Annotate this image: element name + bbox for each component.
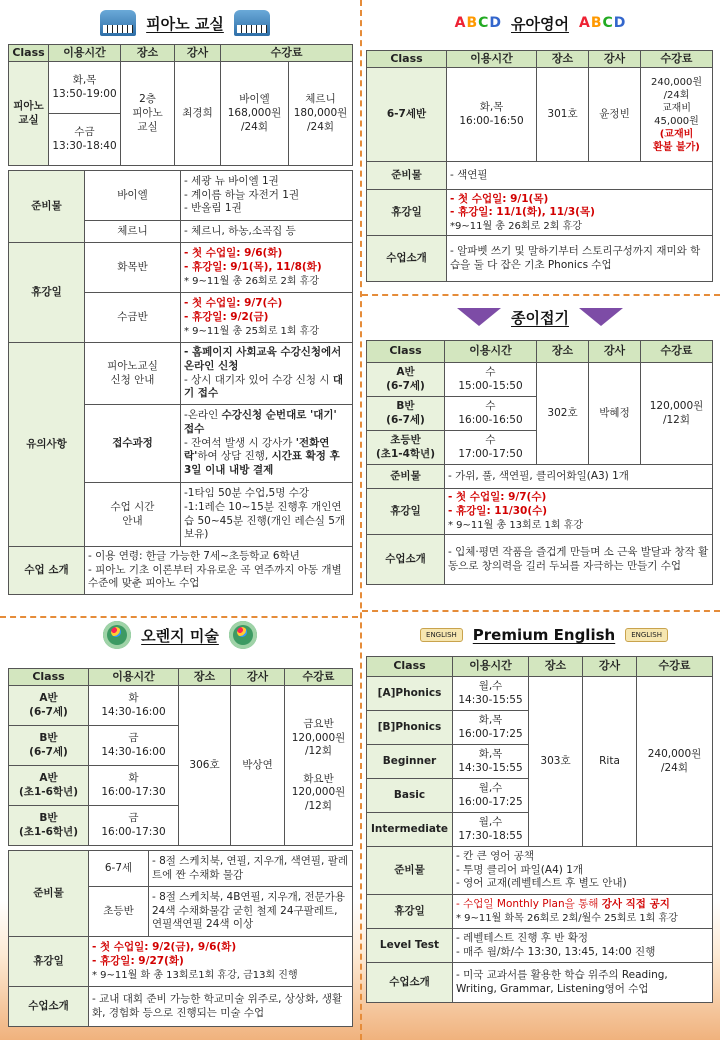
piano-intro: - 이용 연령: 한글 가능한 7세~초등학교 6학년 - 피아노 기초 이론부터 자유로운 곡 연주까지 아동 개별 수준에 맞춘 피아노 수업 xyxy=(85,547,353,595)
english-title-bar xyxy=(430,6,650,40)
english-place: 301호 xyxy=(537,68,589,162)
piano-n2-b: 수강신청 순번대로 '대기' 접수 xyxy=(184,409,337,436)
premium-intro-label: 수업소개 xyxy=(367,963,453,1003)
art-info-table xyxy=(8,850,353,1027)
premium-fee: 240,000원 /24회 xyxy=(637,677,713,847)
piano-hw-first: - 첫 수업일: 9/6(화) xyxy=(184,247,283,260)
col-place: 장소 xyxy=(537,51,589,68)
premium-title-bar xyxy=(414,620,674,650)
col-time: 이용시간 xyxy=(89,669,179,686)
origami-supplies-label: 준비물 xyxy=(367,465,445,489)
col-fee: 수강료 xyxy=(637,657,713,677)
horizontal-divider-right-2 xyxy=(362,610,720,612)
piano-supplies-czerny: - 체르니, 하농,소곡집 등 xyxy=(181,221,353,243)
piano-n2-label: 접수과정 xyxy=(85,405,181,483)
art-class-b-kid: B반 (6-7세) xyxy=(9,726,89,766)
origami-place: 302호 xyxy=(537,363,589,465)
premium-class-a-phonics: [A]Phonics xyxy=(367,677,453,711)
english-intro: - 알파벳 쓰기 및 말하기부터 스토리구성까지 재미와 학습을 둘 다 잡은 기초 Phonics 수업 xyxy=(447,236,713,282)
col-class: Class xyxy=(367,657,453,677)
piano-time-1: 화,목 13:50-19:00 xyxy=(49,62,121,114)
origami-off: - 휴강일: 11/30(수) xyxy=(448,505,548,517)
piano-n3: -1타임 50분 수업,5명 수강 -1:1레슨 10~15분 진행후 개인연습 50~45분 진행(개인 레슨실 5개 보유) xyxy=(181,483,353,547)
col-teacher: 강사 xyxy=(583,657,637,677)
piano-class: 피아노 교실 xyxy=(9,62,49,166)
piano-n2-e: 하여 상담 진행, xyxy=(197,450,272,463)
col-fee: 수강료 xyxy=(285,669,353,686)
col-fee: 수강료 xyxy=(641,341,713,363)
abcd-icon: A B C D xyxy=(454,15,502,31)
origami-intro-label: 수업소개 xyxy=(367,535,445,585)
piano-n1-rest: - 상시 대기자 있어 수강 신청 시 xyxy=(184,373,330,386)
piano-title-bar xyxy=(90,6,280,40)
col-teacher: 강사 xyxy=(589,51,641,68)
english-badge-icon: ENGLISH xyxy=(625,628,668,642)
premium-class-beginner: Beginner xyxy=(367,745,453,779)
premium-time-b-phonics: 화,목 16:00-17:25 xyxy=(453,711,529,745)
art-intro-label: 수업소개 xyxy=(9,987,89,1027)
piano-title: 피아노 교실 xyxy=(146,14,224,33)
piano-teacher: 최경희 xyxy=(175,62,221,166)
origami-class-elem: 초등반 (초1-4학년) xyxy=(367,431,445,465)
premium-teacher: Rita xyxy=(583,677,637,847)
piano-wf-note: * 9~11월 총 25회로 1회 휴강 xyxy=(184,325,320,337)
art-teacher: 박상연 xyxy=(231,686,285,846)
art-title: 오렌지 미술 xyxy=(141,626,219,645)
art-note: * 9~11월 화 총 13회로1회 휴강, 금13회 진행 xyxy=(92,969,298,981)
premium-holiday-1b: 강사 직접 공지 xyxy=(601,898,670,911)
origami-note: * 9~11월 총 13회로 1회 휴강 xyxy=(448,519,584,531)
premium-place: 303호 xyxy=(529,677,583,847)
art-time-a-elem: 화 16:00-17:30 xyxy=(89,766,179,806)
piano-supplies-bayer: - 세광 뉴 바이엘 1권 - 계이름 하늘 자전거 1권 - 반올림 1권 xyxy=(181,171,353,221)
premium-title: Premium English xyxy=(472,626,616,644)
origami-holiday-label: 휴강일 xyxy=(367,489,445,535)
col-teacher: 강사 xyxy=(175,45,221,62)
paper-boat-icon xyxy=(457,308,501,326)
origami-supplies: - 가위, 풀, 색연필, 클리어화일(A3) 1개 xyxy=(445,465,713,489)
piano-wf-first: - 첫 수업일: 9/7(수) xyxy=(184,297,283,310)
piano-place: 2층 피아노 교실 xyxy=(121,62,175,166)
english-off: - 휴강일: 11/1(화), 11/3(목) xyxy=(450,206,595,219)
art-place: 306호 xyxy=(179,686,231,846)
piano-n2-c: - 잔여석 발생 시 강사가 xyxy=(184,436,296,449)
piano-fee-bayer: 바이엘 168,000원 /24회 xyxy=(221,62,289,166)
origami-class-a: A반 (6-7세) xyxy=(367,363,445,397)
art-sup2: - 8절 스케치북, 4B연필, 지우개, 전문가용 24색 수채화물감 굳힌 철제 24구팔레트, 연필색연필 24색 이상 xyxy=(149,887,353,937)
english-fee-note: (교재비 환불 불가) xyxy=(653,128,700,153)
origami-title: 종이접기 xyxy=(511,308,569,327)
col-time: 이용시간 xyxy=(447,51,537,68)
piano-icon xyxy=(100,10,136,36)
english-note: *9~11월 총 26회로 2회 휴강 xyxy=(450,220,582,232)
art-fee: 금요반 120,000원 /12회 화요반 120,000원 /12회 xyxy=(285,686,353,846)
piano-hw-off: - 휴강일: 9/1(목), 11/8(화) xyxy=(184,261,322,273)
piano-intro-label: 수업 소개 xyxy=(9,547,85,595)
art-time-a-kid: 화 14:30-16:00 xyxy=(89,686,179,726)
piano-hw-note: * 9~11월 총 26회로 2회 휴강 xyxy=(184,275,320,287)
piano-n1-bold: - 홈페이지 사회교육 수강신청에서 온라인 신청 xyxy=(184,346,342,372)
english-intro-label: 수업소개 xyxy=(367,236,447,282)
col-teacher: 강사 xyxy=(589,341,641,363)
horizontal-divider-right-1 xyxy=(362,294,720,296)
palette-icon xyxy=(229,621,257,649)
premium-time-basic: 월,수 16:00-17:25 xyxy=(453,779,529,813)
palette-icon xyxy=(103,621,131,649)
piano-time-2: 수금 13:30-18:40 xyxy=(49,114,121,166)
origami-time-b: 수 16:00-16:50 xyxy=(445,397,537,431)
piano-icon xyxy=(234,10,270,36)
english-time: 화,목 16:00-16:50 xyxy=(447,68,537,162)
art-time-b-elem: 금 16:00-17:30 xyxy=(89,806,179,846)
premium-class-intermediate: Intermediate xyxy=(367,813,453,847)
english-title: 유아영어 xyxy=(511,14,569,33)
art-class-a-elem: A반 (초1-6학년) xyxy=(9,766,89,806)
premium-supplies: - 칸 큰 영어 공책 - 투명 클리어 파일(A4) 1개 - 영어 교재(레벨테스트 후 별도 안내) xyxy=(453,847,713,895)
col-fee: 수강료 xyxy=(221,45,353,62)
premium-time-beginner: 화,목 14:30-15:55 xyxy=(453,745,529,779)
english-holiday-label: 휴강일 xyxy=(367,190,447,236)
premium-intro: - 미국 교과서를 활용한 학습 위주의 Reading, Writing, Grammar, Listening영어 수업 xyxy=(453,963,713,1003)
vertical-divider xyxy=(360,0,362,1040)
piano-supplies-label: 준비물 xyxy=(9,171,85,243)
col-place: 장소 xyxy=(537,341,589,363)
art-holiday-label: 휴강일 xyxy=(9,937,89,987)
art-class-a-kid: A반 (6-7세) xyxy=(9,686,89,726)
premium-class-b-phonics: [B]Phonics xyxy=(367,711,453,745)
piano-wf-label: 수금반 xyxy=(85,293,181,343)
premium-time-intermediate: 월,수 17:30-18:55 xyxy=(453,813,529,847)
piano-n3-label: 수업 시간 안내 xyxy=(85,483,181,547)
premium-class-basic: Basic xyxy=(367,779,453,813)
piano-wf-off: - 휴강일: 9/2(금) xyxy=(184,311,269,323)
piano-holiday-label: 휴강일 xyxy=(9,243,85,343)
piano-n2-d: '전화연락' xyxy=(184,436,330,463)
premium-holiday-1a: - 수업일 Monthly Plan을 통해 xyxy=(456,898,602,911)
art-table xyxy=(8,668,353,846)
piano-supplies-bayer-label: 바이엘 xyxy=(85,171,181,221)
piano-hw-label: 화목반 xyxy=(85,243,181,293)
origami-intro: - 입체·평면 작품을 즐겁게 만들며 소 근육 발달과 창작 활동으로 창의력을 길러 두뇌를 자극하는 만들기 수업 xyxy=(445,535,713,585)
abcd-icon: A B C D xyxy=(578,15,626,31)
art-class-b-elem: B반 (초1-6학년) xyxy=(9,806,89,846)
origami-time-a: 수 15:00-15:50 xyxy=(445,363,537,397)
col-class: Class xyxy=(367,341,445,363)
origami-time-elem: 수 17:00-17:50 xyxy=(445,431,537,465)
art-title-bar xyxy=(80,618,280,652)
premium-holiday-2: * 9~11월 화목 26회로 2회/월수 25회로 1회 휴강 xyxy=(456,912,678,924)
piano-n2-f: 시간표 확정 후 3일 이내 내방 결제 xyxy=(184,450,340,476)
col-class: Class xyxy=(367,51,447,68)
col-place: 장소 xyxy=(529,657,583,677)
premium-supplies-label: 준비물 xyxy=(367,847,453,895)
english-table xyxy=(366,50,713,282)
premium-holiday-label: 휴강일 xyxy=(367,895,453,929)
piano-n1-label: 피아노교실 신청 안내 xyxy=(85,343,181,405)
origami-teacher: 박혜정 xyxy=(589,363,641,465)
english-badge-icon: ENGLISH xyxy=(420,628,463,642)
origami-table xyxy=(366,340,713,585)
col-time: 이용시간 xyxy=(445,341,537,363)
col-time: 이용시간 xyxy=(49,45,121,62)
origami-first: - 첫 수업일: 9/7(수) xyxy=(448,491,547,504)
english-supplies-label: 준비물 xyxy=(367,162,447,190)
origami-fee: 120,000원 /12회 xyxy=(641,363,713,465)
english-first: - 첫 수업일: 9/1(목) xyxy=(450,192,549,205)
art-intro: - 교내 대회 준비 가능한 학교미술 위주로, 상상화, 생활화, 경험화 등으로 진행되는 미술 수업 xyxy=(89,987,353,1027)
col-teacher: 강사 xyxy=(231,669,285,686)
piano-table xyxy=(8,44,353,166)
origami-class-b: B반 (6-7세) xyxy=(367,397,445,431)
art-sup1-label: 6-7세 xyxy=(89,851,149,887)
piano-n1-bold2: 대기 접수 xyxy=(184,373,344,400)
col-place: 장소 xyxy=(179,669,231,686)
col-fee: 수강료 xyxy=(641,51,713,68)
col-place: 장소 xyxy=(121,45,175,62)
premium-level: - 레벨테스트 진행 후 반 확정 - 매주 월/화/수 13:30, 13:45, 14:00 진행 xyxy=(453,929,713,963)
english-fee: 240,000원 /24회 교재비 45,000원 xyxy=(650,76,702,127)
art-time-b-kid: 금 14:30-16:00 xyxy=(89,726,179,766)
english-supplies: - 색연필 xyxy=(447,162,713,190)
english-teacher: 윤정빈 xyxy=(589,68,641,162)
art-sup1: - 8절 스케치북, 연필, 지우개, 색연필, 팔레트에 짠 수채화 물감 xyxy=(149,851,353,887)
art-sup2-label: 초등반 xyxy=(89,887,149,937)
piano-n2-a: -온라인 xyxy=(184,409,222,422)
premium-table xyxy=(366,656,713,1003)
piano-supplies-czerny-label: 체르니 xyxy=(85,221,181,243)
art-supplies-label: 준비물 xyxy=(9,851,89,937)
art-first: - 첫 수업일: 9/2(금), 9/6(화) xyxy=(92,941,237,954)
art-off: - 휴강일: 9/27(화) xyxy=(92,955,184,967)
premium-level-label: Level Test xyxy=(367,929,453,963)
origami-title-bar xyxy=(440,300,640,334)
piano-info-table xyxy=(8,170,353,595)
piano-notes-label: 유의사항 xyxy=(9,343,85,547)
piano-fee-czerny: 체르니 180,000원 /24회 xyxy=(289,62,353,166)
col-class: Class xyxy=(9,45,49,62)
english-class: 6-7세반 xyxy=(367,68,447,162)
premium-time-a-phonics: 월,수 14:30-15:55 xyxy=(453,677,529,711)
col-time: 이용시간 xyxy=(453,657,529,677)
col-class: Class xyxy=(9,669,89,686)
paper-boat-icon xyxy=(579,308,623,326)
